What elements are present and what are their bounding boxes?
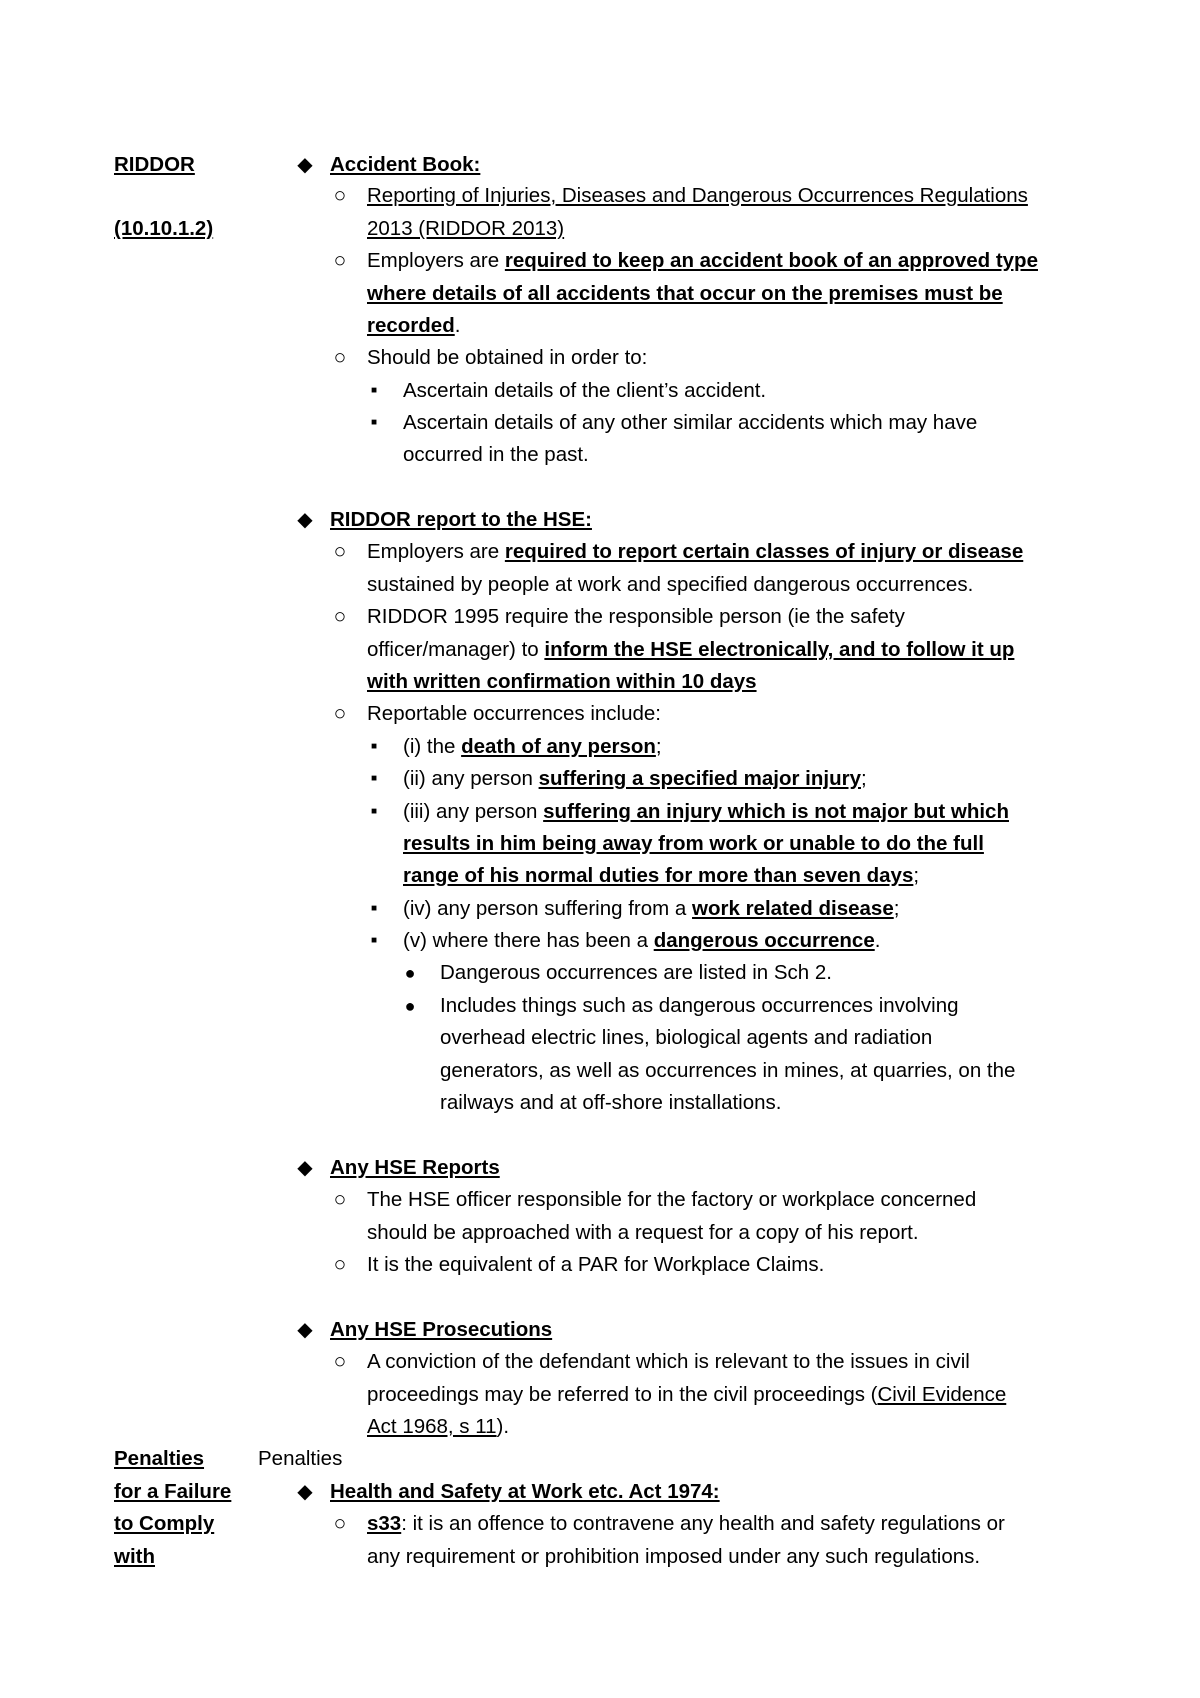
employers-keep-line-2: where details of all accidents that occur on the premises must be — [367, 282, 1003, 305]
hse-reports-heading: Any HSE Reports — [330, 1156, 500, 1179]
hse-officer-line: The HSE officer responsible for the factory or workplace concerned — [367, 1188, 977, 1211]
conviction-line-3: Act 1968, s 11). — [367, 1415, 510, 1438]
reportable-item-iv: (iv) any person suffering from a work related disease; — [403, 897, 900, 920]
circle-bullet-icon: ○ — [333, 540, 347, 563]
square-bullet-icon: ■ — [370, 903, 378, 914]
diamond-bullet-icon: ◆ — [297, 1481, 313, 1503]
employers-report-line-2: sustained by people at work and specified dangerous occurrences. — [367, 573, 974, 596]
diamond-bullet-icon: ◆ — [297, 1319, 313, 1341]
circle-bullet-icon: ○ — [333, 1350, 347, 1373]
includes-line-4: railways and at off-shore installations. — [440, 1091, 782, 1114]
accident-book-heading: Accident Book: — [330, 153, 481, 176]
square-bullet-icon: ■ — [370, 773, 378, 784]
ascertain-item-1: Ascertain details of the client’s accident. — [403, 379, 767, 402]
reportable-item-iii-cont: results in him being away from work or unable to do the full — [403, 832, 984, 855]
square-bullet-icon: ■ — [370, 935, 378, 946]
sch2-line: Dangerous occurrences are listed in Sch 2. — [440, 961, 832, 984]
reportable-item-i: (i) the death of any person; — [403, 735, 662, 758]
circle-bullet-icon: ○ — [333, 1188, 347, 1211]
penalties-label-line-4: with — [114, 1545, 155, 1568]
square-bullet-icon: ■ — [370, 385, 378, 396]
ascertain-item-2: Ascertain details of any other similar accidents which may have — [403, 411, 978, 434]
riddor-reference: (10.10.1.2) — [114, 217, 214, 240]
reportable-line: Reportable occurrences include: — [367, 702, 661, 725]
hse-officer-line-2: should be approached with a request for a copy of his report. — [367, 1221, 919, 1244]
civil-evidence-act-link-cont[interactable]: Act 1968, s 11 — [367, 1415, 497, 1438]
hswa-heading: Health and Safety at Work etc. Act 1974: — [330, 1480, 720, 1503]
employers-report-line: Employers are required to report certain classes of injury or disease — [367, 540, 1024, 563]
employers-keep-line-3: recorded. — [367, 314, 461, 337]
penalties-label-line-3: to Comply — [114, 1512, 215, 1535]
penalties-label-line-2: for a Failure — [114, 1480, 232, 1503]
employers-keep-line: Employers are required to keep an accident book of an approved type — [367, 249, 1038, 272]
conviction-line-2: proceedings may be referred to in the civil proceedings (Civil Evidence — [367, 1383, 1007, 1406]
s33-line-2: any requirement or prohibition imposed under any such regulations. — [367, 1545, 981, 1568]
s33-line: s33: it is an offence to contravene any health and safety regulations or — [367, 1512, 1005, 1535]
diamond-bullet-icon: ◆ — [297, 1157, 313, 1179]
penalties-label-line-1: Penalties — [114, 1447, 205, 1470]
hse-prosecutions-heading: Any HSE Prosecutions — [330, 1318, 553, 1341]
dot-bullet-icon: ● — [404, 963, 416, 983]
reportable-item-iii: (iii) any person suffering an injury which is not major but which — [403, 800, 1009, 823]
circle-bullet-icon: ○ — [333, 1512, 347, 1535]
reportable-item-v: (v) where there has been a dangerous occurrence. — [403, 929, 881, 952]
regs-line-1: Reporting of Injuries, Diseases and Dangerous Occurrences Regulations — [367, 184, 1028, 207]
obtained-line: Should be obtained in order to: — [367, 346, 648, 369]
includes-line-2: overhead electric lines, biological agents and radiation — [440, 1026, 933, 1049]
penalties-heading: Penalties — [258, 1447, 343, 1470]
riddor-label: RIDDOR — [114, 153, 195, 176]
ascertain-item-2-cont: occurred in the past. — [403, 443, 589, 466]
reportable-item-iii-cont-2: range of his normal duties for more than seven days; — [403, 864, 920, 887]
diamond-bullet-icon: ◆ — [297, 154, 313, 176]
circle-bullet-icon: ○ — [333, 605, 347, 628]
diamond-bullet-icon: ◆ — [297, 509, 313, 531]
circle-bullet-icon: ○ — [333, 1253, 347, 1276]
regs-line-2: 2013 (RIDDOR 2013) — [367, 217, 565, 240]
includes-line-3: generators, as well as occurrences in mines, at quarries, on the — [440, 1059, 1016, 1082]
circle-bullet-icon: ○ — [333, 184, 347, 207]
circle-bullet-icon: ○ — [333, 249, 347, 272]
circle-bullet-icon: ○ — [333, 346, 347, 369]
square-bullet-icon: ■ — [370, 806, 378, 817]
square-bullet-icon: ■ — [370, 417, 378, 428]
dot-bullet-icon: ● — [404, 996, 416, 1016]
reportable-item-ii: (ii) any person suffering a specified major injury; — [403, 767, 867, 790]
circle-bullet-icon: ○ — [333, 702, 347, 725]
square-bullet-icon: ■ — [370, 741, 378, 752]
riddor-1995-line-2: officer/manager) to inform the HSE electronically, and to follow it up — [367, 638, 1015, 661]
riddor-1995-line: RIDDOR 1995 require the responsible person (ie the safety — [367, 605, 905, 628]
includes-line-1: Includes things such as dangerous occurrences involving — [440, 994, 959, 1017]
riddor-1995-line-3: with written confirmation within 10 days — [367, 670, 757, 693]
riddor-report-heading: RIDDOR report to the HSE: — [330, 508, 592, 531]
civil-evidence-act-link[interactable]: Civil Evidence — [877, 1383, 1007, 1406]
par-line: It is the equivalent of a PAR for Workplace Claims. — [367, 1253, 825, 1276]
conviction-line: A conviction of the defendant which is relevant to the issues in civil — [367, 1350, 970, 1373]
